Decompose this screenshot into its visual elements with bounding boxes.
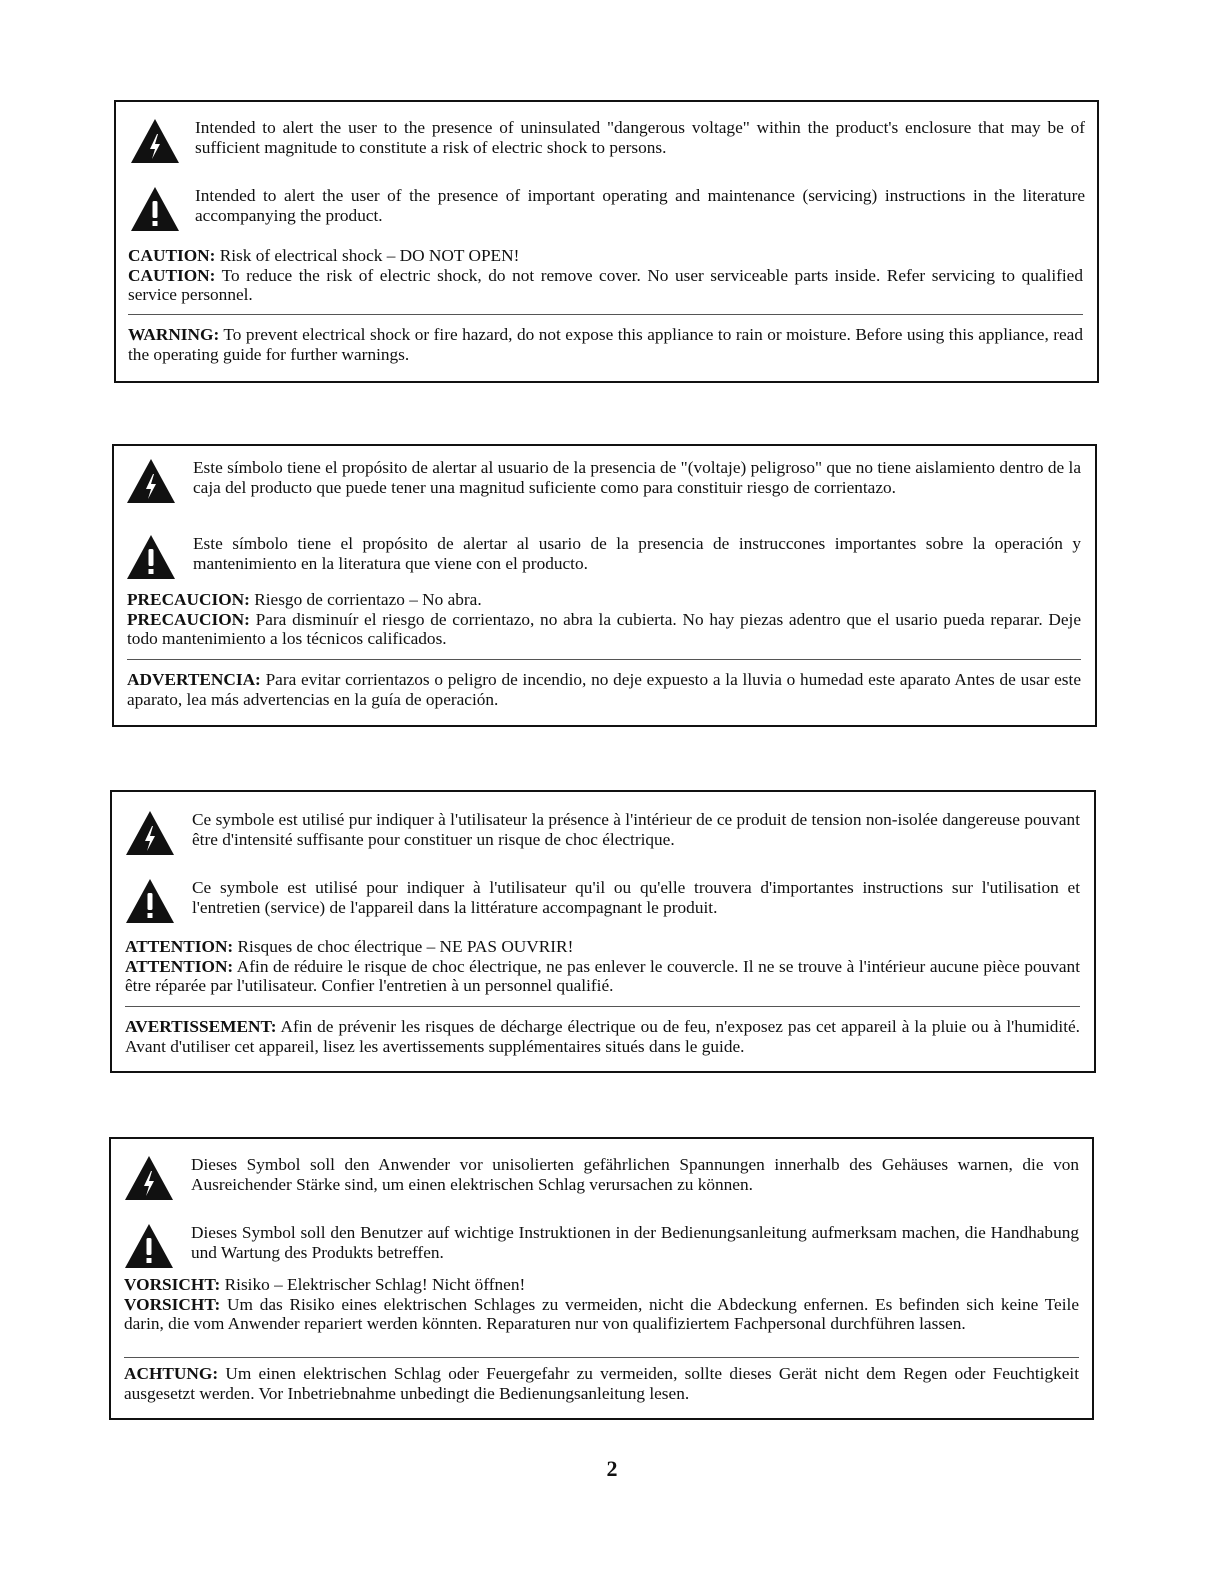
exclamation-warning-icon xyxy=(125,878,175,924)
caution-line-2 xyxy=(125,957,1080,996)
divider xyxy=(128,314,1083,315)
caution-text: Risques de choc électrique – NE PAS OUVRIR! xyxy=(233,937,574,956)
caution-line-1 xyxy=(127,590,1081,610)
caution-label: CAUTION: xyxy=(128,265,216,285)
shock-symbol-text: Este símbolo tiene el propósito de alertar al usuario de la presencia de "(voltaje) peligroso" que no tiene aislamiento dentro de la caja del producto que puede tener una magnitud suficiente como para constituir riesgo de corrientazo. xyxy=(193,458,1081,497)
shock-symbol-text: Dieses Symbol soll den Anwender vor unisolierten gefährlichen Spannungen innerhalb des Gehäuses warnen, die von Ausreichender Stärke sind, um einen elektrischen Schlag verursachen zu können. xyxy=(191,1155,1079,1194)
attention-symbol-text: Intended to alert the user of the presence of important operating and maintenance (servicing) instructions in the literature accompanying the product. xyxy=(195,186,1085,225)
caution-section xyxy=(128,246,1083,305)
caution-line-2 xyxy=(124,1295,1079,1334)
warning-text: Afin de prévenir les risques de décharge électrique ou de feu, n'exposez pas cet appareil à la pluie ou à l'humidité. Avant d'utiliser cet appareil, lisez les avertissements supplémentaires situés dans le guide. xyxy=(125,1017,1080,1056)
shock-symbol-row xyxy=(126,458,1081,504)
shock-symbol-row xyxy=(130,118,1085,164)
shock-symbol-row xyxy=(124,1155,1079,1201)
exclamation-warning-icon xyxy=(124,1223,174,1269)
warning-label: WARNING: xyxy=(128,325,220,344)
attention-symbol-row xyxy=(130,186,1085,232)
lightning-warning-icon xyxy=(125,810,175,856)
caution-label: PRECAUCION: xyxy=(127,590,250,609)
caution-line-2 xyxy=(127,610,1081,649)
warning-label: ACHTUNG: xyxy=(124,1364,219,1383)
warning-section xyxy=(124,1364,1079,1403)
warning-section xyxy=(128,325,1083,364)
caution-line-1 xyxy=(124,1275,1079,1295)
attention-symbol-row xyxy=(124,1223,1079,1269)
divider xyxy=(124,1357,1079,1358)
exclamation-warning-icon xyxy=(126,534,176,580)
lightning-warning-icon xyxy=(130,118,180,164)
attention-symbol-text: Ce symbole est utilisé pour indiquer à l'utilisateur qu'il ou qu'elle trouvera d'importantes instructions sur l'utilisation et l'entretien (service) de l'appareil dans la littérature accompagnant le produit. xyxy=(192,878,1080,917)
warning-text: To prevent electrical shock or fire hazard, do not expose this appliance to rain or moisture. Before using this appliance, read the operating guide for further warnings. xyxy=(128,325,1083,364)
warning-text: Um einen elektrischen Schlag oder Feuergefahr zu vermeiden, sollte dieses Gerät nicht dem Regen oder Feuchtigkeit ausgesetzt werden. Vor Inbetriebnahme unbedingt die Bedienungsanleitung lesen. xyxy=(124,1364,1079,1403)
attention-symbol-row xyxy=(125,878,1080,924)
caution-section xyxy=(127,590,1081,649)
caution-text: Risk of electrical shock – DO NOT OPEN! xyxy=(215,246,520,265)
caution-label: ATTENTION: xyxy=(125,937,234,956)
caution-text: Riesgo de corrientazo – No abra. xyxy=(249,590,482,609)
page-number: 2 xyxy=(606,1456,618,1481)
attention-symbol-row xyxy=(126,534,1081,580)
exclamation-warning-icon xyxy=(130,186,180,232)
caution-text: To reduce the risk of electric shock, do not remove cover. No user serviceable parts inside. Refer servicing to qualified service personnel. xyxy=(128,265,1083,304)
caution-text: Afin de réduire le risque de choc électrique, ne pas enlever le couvercle. Il ne se trouve à l'intérieur aucune pièce pouvant être réparée par l'utilisateur. Confier l'entretien à un personnel qualifié. xyxy=(125,956,1080,995)
warning-label: AVERTISSEMENT: xyxy=(125,1017,277,1036)
warning-text: Para evitar corrientazos o peligro de incendio, no deje expuesto a la lluvia o humedad este aparato Antes de usar este aparato, lea más advertencias en la guía de operación. xyxy=(127,670,1081,709)
warning-line xyxy=(124,1364,1079,1403)
caution-line-1 xyxy=(128,246,1083,266)
warning-section xyxy=(127,670,1081,709)
warning-section xyxy=(125,1017,1080,1056)
caution-text: Para disminuír el riesgo de corrientazo, no abra la cubierta. No hay piezas adentro que el usario pueda reparar. Deje todo mantenimiento a los técnicos calificados. xyxy=(127,609,1081,648)
shock-symbol-row xyxy=(125,810,1080,856)
caution-label: CAUTION: xyxy=(128,246,216,265)
caution-line-2 xyxy=(128,266,1083,305)
warning-line xyxy=(125,1017,1080,1056)
warning-line xyxy=(128,325,1083,364)
divider xyxy=(127,659,1081,660)
caution-label: ATTENTION: xyxy=(125,956,234,976)
caution-text: Risiko – Elektrischer Schlag! Nicht öffnen! xyxy=(220,1275,526,1294)
divider xyxy=(125,1006,1080,1007)
attention-symbol-text: Este símbolo tiene el propósito de alertar al usario de la presencia de instruccones importantes sobre la operación y mantenimiento en la literatura que viene con el producto. xyxy=(193,534,1081,573)
warning-label: ADVERTENCIA: xyxy=(127,670,261,689)
caution-label: VORSICHT: xyxy=(124,1275,221,1294)
caution-section xyxy=(125,937,1080,996)
lightning-warning-icon xyxy=(126,458,176,504)
attention-symbol-text: Dieses Symbol soll den Benutzer auf wichtige Instruktionen in der Bedienungsanleitung aufmerksam machen, die Handhabung und Wartung des Produkts betreffen. xyxy=(191,1223,1079,1262)
caution-text: Um das Risiko eines elektrischen Schlages zu vermeiden, nicht die Abdeckung enfernen. Es befinden sich keine Teile darin, die vom Anwender repariert werden könnten. Reparaturen nur von qualifiziertem Fachpersonal durchführen lassen. xyxy=(124,1294,1079,1333)
caution-label: VORSICHT: xyxy=(124,1294,221,1314)
shock-symbol-text: Ce symbole est utilisé pur indiquer à l'utilisateur la présence à l'intérieur de ce produit de tension non-isolée dangereuse pouvant être d'intensité suffisante pour constituer un risque de choc électrique. xyxy=(192,810,1080,849)
lightning-warning-icon xyxy=(124,1155,174,1201)
caution-line-1 xyxy=(125,937,1080,957)
caution-label: PRECAUCION: xyxy=(127,609,250,629)
caution-section xyxy=(124,1275,1079,1334)
shock-symbol-text: Intended to alert the user to the presence of uninsulated "dangerous voltage" within the product's enclosure that may be of sufficient magnitude to constitute a risk of electric shock to persons. xyxy=(195,118,1085,157)
warning-line xyxy=(127,670,1081,709)
